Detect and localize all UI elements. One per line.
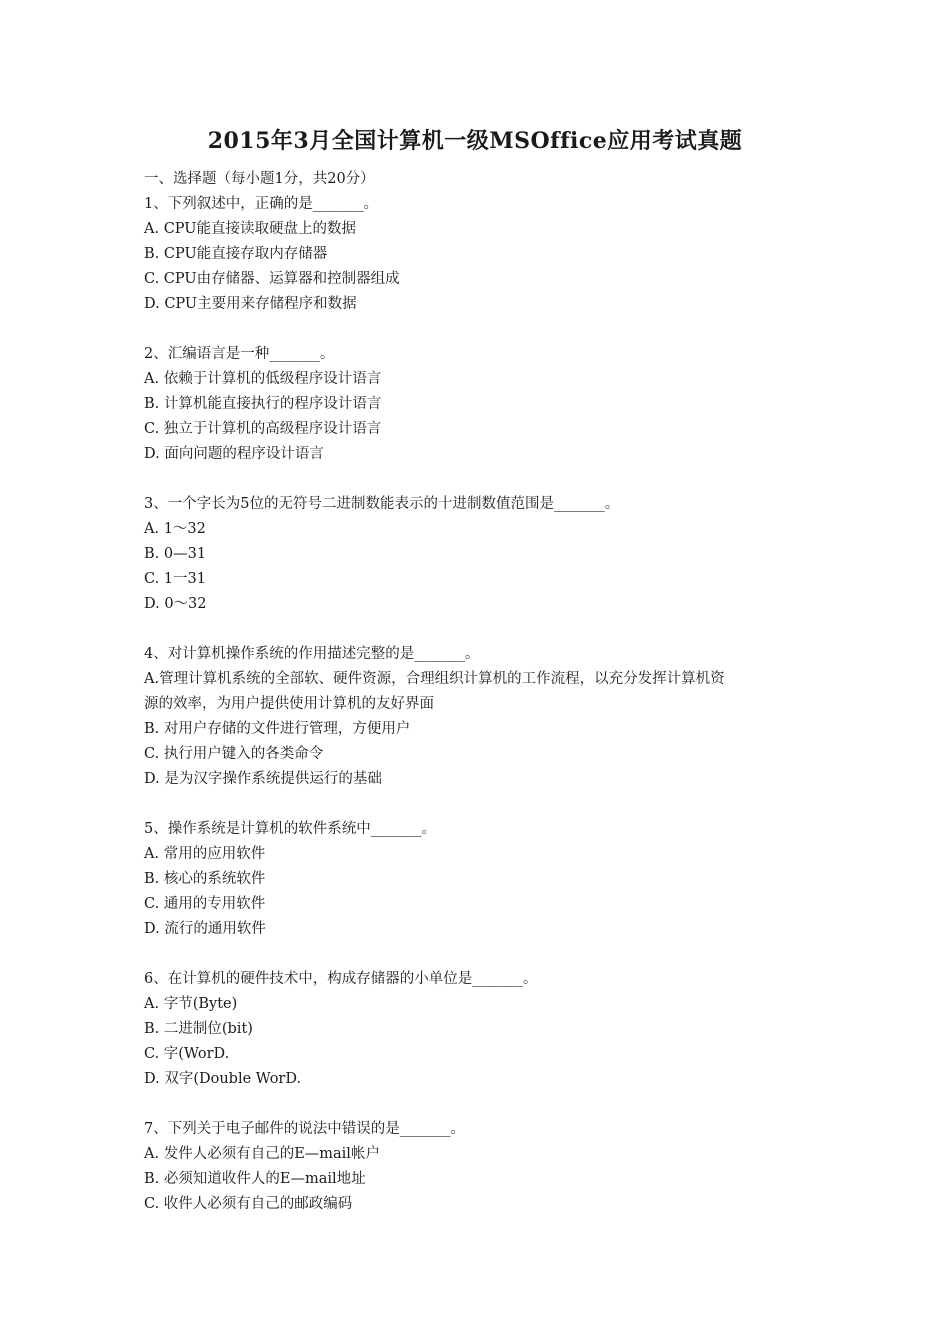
question-1 <box>144 192 824 317</box>
question-option: D. 面向问题的程序设计语言 <box>144 446 324 462</box>
question-stem: 4、对计算机操作系统的作用描述完整的是_______。 <box>144 646 480 662</box>
question-option: B. 必须知道收件人的E—mail地址 <box>144 1171 366 1187</box>
question-option: A. 字节(Byte) <box>144 996 238 1012</box>
question-stem: 5、操作系统是计算机的软件系统中_______。 <box>144 821 436 837</box>
question-option: C. 独立于计算机的高级程序设计语言 <box>144 421 382 437</box>
question-option: A. 常用的应用软件 <box>144 846 266 862</box>
question-option-continuation: 源的效率，为用户提供使用计算机的友好界面 <box>144 696 434 712</box>
document-body <box>144 167 824 1217</box>
question-option: C. 执行用户键入的各类命令 <box>144 746 324 762</box>
question-option: B. 计算机能直接执行的程序设计语言 <box>144 396 382 412</box>
question-6 <box>144 967 824 1092</box>
question-option: B. 0—31 <box>144 546 207 562</box>
question-option: A. 发件人必须有自己的E—mail帐户 <box>144 1146 380 1162</box>
question-option: B. 对用户存储的文件进行管理，方便用户 <box>144 721 411 737</box>
question-option: C. 通用的专用软件 <box>144 896 266 912</box>
question-option: D. 双字(Double WorD. <box>144 1071 302 1087</box>
blank-line <box>144 317 824 342</box>
blank-line <box>144 1092 824 1117</box>
question-option: D. CPU主要用来存储程序和数据 <box>144 296 357 312</box>
blank-line <box>144 467 824 492</box>
question-option: A. 依赖于计算机的低级程序设计语言 <box>144 371 382 387</box>
question-option: C. 收件人必须有自己的邮政编码 <box>144 1196 353 1212</box>
question-5 <box>144 817 824 942</box>
question-option: D. 0～32 <box>144 596 207 612</box>
question-7 <box>144 1117 824 1217</box>
question-option: D. 流行的通用软件 <box>144 921 266 937</box>
question-option: A. 1～32 <box>144 521 206 537</box>
question-option: A.管理计算机系统的全部软、硬件资源，合理组织计算机的工作流程，以充分发挥计算机资 <box>144 671 725 687</box>
question-option: B. 核心的系统软件 <box>144 871 266 887</box>
question-stem: 6、在计算机的硬件技术中，构成存储器的小单位是_______。 <box>144 971 538 987</box>
question-option: B. CPU能直接存取内存储器 <box>144 246 328 262</box>
question-stem: 7、下列关于电子邮件的说法中错误的是_______。 <box>144 1121 465 1137</box>
question-option: B. 二进制位(bit) <box>144 1021 253 1037</box>
document-title: 2015年3月全国计算机一级MSOffice应用考试真题 <box>207 128 743 154</box>
question-4 <box>144 642 824 792</box>
question-option: A. CPU能直接读取硬盘上的数据 <box>144 221 357 237</box>
blank-line <box>144 942 824 967</box>
blank-line <box>144 792 824 817</box>
question-3 <box>144 492 824 617</box>
question-option: C. 字(WorD. <box>144 1046 230 1062</box>
question-stem: 2、汇编语言是一种_______。 <box>144 346 335 362</box>
question-option: D. 是为汉字操作系统提供运行的基础 <box>144 771 382 787</box>
question-option: C. 1一31 <box>144 571 206 587</box>
question-stem: 1、下列叙述中，正确的是_______。 <box>144 196 378 212</box>
section-heading: 一、选择题（每小题1分，共20分） <box>144 171 375 187</box>
question-stem: 3、一个字长为5位的无符号二进制数能表示的十进制数值范围是_______。 <box>144 496 620 512</box>
blank-line <box>144 617 824 642</box>
question-2 <box>144 342 824 467</box>
question-option: C. CPU由存储器、运算器和控制器组成 <box>144 271 400 287</box>
